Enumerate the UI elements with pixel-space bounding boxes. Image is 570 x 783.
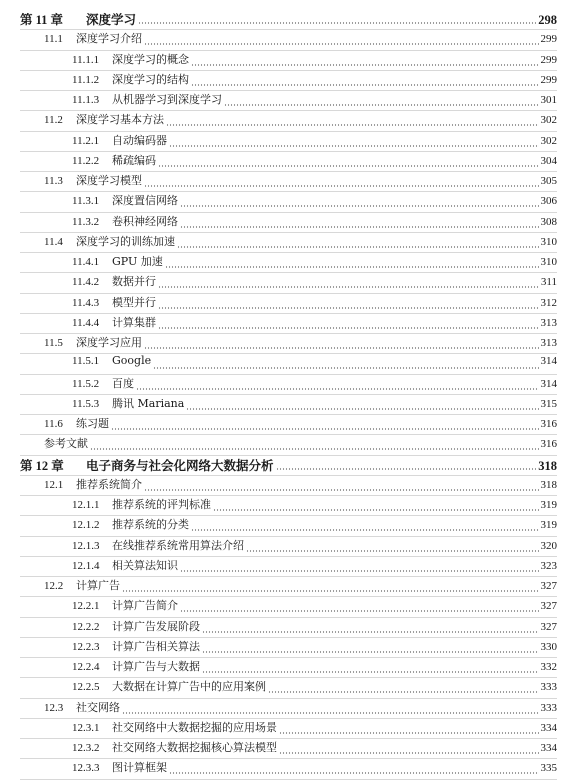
toc-entry-number: 11.4.2 (72, 276, 100, 289)
toc-entry-page-number: 299 (540, 33, 557, 46)
toc-references-entry[interactable] (44, 435, 557, 454)
toc-entry-number: 11.6 (44, 418, 63, 430)
dot-leader (180, 610, 539, 612)
dot-leader (158, 307, 539, 309)
toc-entry-title: 计算广告简介 (112, 599, 178, 613)
toc-entry-page-number: 334 (540, 742, 557, 754)
dot-leader (246, 550, 539, 552)
toc-entry-number: 11.2 (44, 114, 63, 127)
dot-leader (202, 671, 539, 673)
toc-entry-number: 11.1 (44, 33, 63, 46)
dot-leader (191, 84, 539, 86)
toc-entry-page-number: 327 (540, 600, 557, 613)
toc-entry-title: 计算集群 (112, 315, 156, 329)
toc-subsection-entry[interactable] (72, 375, 557, 394)
toc-subsection-entry[interactable] (72, 91, 557, 110)
toc-entry-number: 11.1.1 (72, 53, 100, 66)
toc-entry-number: 11.1.3 (72, 94, 100, 106)
toc-subsection-entry[interactable] (72, 132, 557, 151)
toc-section-entry[interactable] (44, 30, 557, 49)
toc-entry-title: 电子商务与社会化网络大数据分析 (86, 457, 274, 473)
toc-entry-title: 深度学习的训练加速 (76, 234, 175, 248)
toc-subsection-entry[interactable] (72, 739, 557, 758)
toc-subsection-entry[interactable] (72, 557, 557, 576)
toc-entry-title: 深度置信网络 (112, 194, 178, 208)
toc-entry-title: 推荐系统简介 (76, 477, 142, 491)
toc-entry-number: 第 11 章 (20, 13, 64, 27)
dot-leader (268, 691, 539, 693)
dot-leader (177, 246, 539, 248)
toc-section-entry[interactable] (44, 233, 557, 252)
toc-subsection-entry[interactable] (72, 496, 557, 515)
toc-subsection-entry[interactable] (72, 719, 557, 738)
toc-entry-title: 在线推荐系统常用算法介绍 (112, 538, 244, 552)
toc-entry-title: 计算广告与大数据 (112, 660, 200, 673)
toc-entry-number: 12.3.2 (72, 742, 100, 754)
toc-subsection-entry[interactable] (72, 294, 557, 313)
dot-leader (186, 408, 538, 410)
dot-leader (202, 651, 539, 653)
toc-entry-page-number: 311 (540, 276, 557, 289)
toc-entry-page-number: 313 (540, 316, 557, 329)
toc-entry-page-number: 333 (540, 701, 557, 714)
dot-leader (279, 752, 539, 754)
toc-subsection-entry[interactable] (72, 192, 557, 211)
toc-section-entry[interactable] (44, 111, 557, 130)
toc-subsection-entry[interactable] (72, 213, 557, 232)
toc-entry-number: 11.5.3 (72, 397, 100, 410)
toc-entry-number: 11.4.4 (72, 316, 100, 329)
toc-subsection-entry[interactable] (72, 658, 557, 677)
toc-section-entry[interactable] (44, 699, 557, 718)
dot-leader (279, 732, 539, 734)
toc-entry-number: 11.5.2 (72, 377, 100, 390)
toc-subsection-entry[interactable] (72, 51, 557, 70)
toc-entry-title: 数据并行 (112, 275, 156, 289)
toc-entry-page-number: 316 (540, 438, 557, 451)
toc-section-entry[interactable] (44, 172, 557, 191)
toc-entry-number: 12.2.4 (72, 661, 100, 673)
dot-leader (136, 388, 539, 390)
toc-entry-page-number: 323 (540, 559, 557, 572)
toc-entry-title: GPU 加速 (112, 255, 163, 268)
toc-entry-title: 稀疏编码 (112, 153, 156, 167)
toc-entry-title: 卷积神经网络 (112, 214, 178, 228)
dot-leader (166, 124, 539, 126)
toc-entry-number: 12.1.2 (72, 519, 100, 532)
toc-chapter-entry[interactable] (20, 456, 557, 475)
toc-subsection-entry[interactable] (72, 253, 557, 272)
toc-entry-title: 自动编码器 (112, 133, 167, 147)
toc-entry-title: 深度学习基本方法 (76, 113, 164, 127)
toc-entry-page-number: 302 (540, 134, 557, 147)
dot-leader (144, 185, 539, 187)
toc-entry-title: 相关算法知识 (112, 558, 178, 572)
toc-entry-number: 12.1.4 (72, 559, 100, 572)
toc-entry-number: 12.3.1 (72, 721, 100, 734)
toc-entry-number: 12.2.5 (72, 681, 100, 694)
toc-entry-number: 11.5.1 (72, 355, 100, 368)
toc-entry-title: 从机器学习到深度学习 (112, 93, 222, 106)
toc-entry-number: 12.3 (44, 701, 64, 714)
dot-leader (180, 205, 539, 207)
toc-entry-page-number: 304 (540, 154, 557, 167)
toc-entry-number: 11.4.3 (72, 296, 100, 309)
toc-entry-page-number: 327 (540, 580, 557, 592)
toc-entry-title: 计算广告相关算法 (112, 639, 200, 653)
toc-subsection-entry[interactable] (72, 597, 557, 616)
toc-entry-title: 参考文献 (44, 437, 88, 451)
toc-entry-page-number: 318 (538, 458, 557, 473)
toc-subsection-entry[interactable] (72, 314, 557, 333)
toc-subsection-entry[interactable] (72, 638, 557, 657)
toc-entry-page-number: 335 (540, 762, 557, 775)
toc-entry-title: 深度学习的结构 (112, 72, 189, 86)
toc-entry-page-number: 320 (540, 539, 557, 552)
toc-entry-page-number: 313 (540, 337, 557, 349)
toc-entry-title: 社交网络中大数据挖掘的应用场景 (112, 720, 277, 734)
toc-entry-title: 图计算框架 (112, 761, 167, 775)
toc-entry-page-number: 312 (540, 296, 557, 309)
toc-subsection-entry[interactable] (72, 618, 557, 637)
toc-entry-title: Google (112, 354, 152, 368)
toc-section-entry[interactable] (44, 334, 557, 353)
toc-entry-page-number: 299 (540, 53, 557, 66)
toc-subsection-entry[interactable] (72, 516, 557, 535)
toc-entry-title: 推荐系统的分类 (112, 518, 189, 532)
toc-entry-page-number: 327 (540, 620, 557, 633)
toc-subsection-entry[interactable] (72, 152, 557, 171)
toc-entry-title: 深度学习介绍 (76, 32, 142, 46)
toc-entry-page-number: 319 (540, 519, 557, 532)
toc-entry-page-number: 314 (540, 377, 557, 390)
toc-entry-page-number: 314 (540, 355, 557, 368)
toc-entry-title: 百度 (112, 376, 134, 390)
toc-subsection-entry[interactable] (72, 354, 557, 373)
dot-leader (180, 570, 539, 572)
toc-entry-title: 模型并行 (112, 295, 156, 309)
toc-subsection-entry[interactable] (72, 71, 557, 90)
toc-entry-page-number: 316 (540, 418, 557, 430)
toc-entry-number: 12.1 (44, 478, 64, 491)
dot-leader (191, 529, 539, 531)
toc-entry-number: 12.2.2 (72, 620, 100, 633)
toc-subsection-entry[interactable] (72, 537, 557, 556)
dot-leader (111, 428, 539, 430)
toc-entry-page-number: 315 (540, 397, 557, 410)
dot-leader (138, 22, 536, 24)
toc-entry-number: 11.3 (44, 175, 63, 187)
toc-entry-page-number: 310 (540, 256, 557, 268)
toc-entry-title: 深度学习的概念 (112, 52, 189, 66)
dot-leader (180, 226, 539, 228)
toc-entry-page-number: 308 (540, 215, 557, 228)
dot-leader (276, 468, 537, 470)
toc-entry-title: 深度学习模型 (76, 174, 142, 187)
toc-entry-number: 11.2.2 (72, 154, 100, 167)
toc-entry-number: 12.2.1 (72, 600, 100, 613)
dot-leader (169, 145, 539, 147)
dot-leader (90, 448, 539, 450)
toc-entry-title: 深度学习应用 (76, 336, 142, 349)
toc-entry-number: 11.1.2 (72, 73, 100, 86)
dot-leader (153, 367, 538, 369)
toc-entry-title: 腾讯 Mariana (112, 396, 185, 410)
dot-leader (144, 43, 539, 45)
toc-entry-page-number: 299 (540, 73, 557, 86)
toc-entry-page-number: 330 (540, 640, 557, 653)
toc-subsection-entry[interactable] (72, 273, 557, 292)
dot-leader (158, 327, 539, 329)
toc-entry-number: 12.1.3 (72, 539, 100, 552)
toc-entry-number: 11.5 (44, 337, 63, 349)
dot-leader (165, 266, 539, 268)
dot-leader (169, 772, 539, 774)
toc-entry-page-number: 306 (540, 195, 557, 208)
dot-leader (158, 165, 539, 167)
toc-entry-number: 12.2 (44, 580, 64, 592)
dot-leader (213, 509, 539, 511)
toc-section-entry[interactable] (44, 415, 557, 434)
toc-entry-title: 计算广告发展阶段 (112, 619, 200, 633)
toc-section-entry[interactable] (44, 476, 557, 495)
dot-leader (144, 347, 539, 349)
toc-section-entry[interactable] (44, 577, 557, 596)
toc-entry-number: 12.1.1 (72, 499, 100, 511)
row-divider (20, 779, 557, 780)
dot-leader (122, 590, 539, 592)
toc-entry-title: 社交网络 (76, 700, 120, 714)
dot-leader (122, 712, 539, 714)
toc-entry-number: 11.3.2 (72, 215, 100, 228)
toc-entry-page-number: 310 (540, 235, 557, 248)
toc-entry-number: 11.4 (44, 235, 63, 248)
toc-entry-page-number: 301 (540, 94, 557, 106)
toc-entry-title: 社交网络大数据挖掘核心算法模型 (112, 741, 277, 754)
toc-entry-number: 11.3.1 (72, 195, 100, 208)
dot-leader (144, 489, 539, 491)
dot-leader (158, 286, 539, 288)
toc-entry-page-number: 332 (540, 661, 557, 673)
toc-entry-number: 第 12 章 (20, 458, 64, 473)
dot-leader (202, 631, 539, 633)
toc-entry-title: 推荐系统的评判标准 (112, 498, 211, 511)
toc-entry-number: 12.3.3 (72, 762, 100, 775)
dot-leader (224, 104, 539, 106)
toc-entry-page-number: 305 (540, 175, 557, 187)
toc-entry-page-number: 319 (540, 499, 557, 511)
dot-leader (191, 64, 539, 66)
toc-entry-page-number: 333 (540, 681, 557, 694)
toc-entry-page-number: 302 (540, 114, 557, 127)
toc-entry-number: 11.4.1 (72, 256, 100, 268)
toc-entry-title: 大数据在计算广告中的应用案例 (112, 680, 266, 694)
toc-chapter-entry[interactable] (20, 10, 557, 29)
toc-entry-number: 12.2.3 (72, 640, 100, 653)
toc-entry-page-number: 298 (538, 13, 557, 27)
toc-subsection-entry[interactable] (72, 395, 557, 414)
toc-entry-page-number: 334 (540, 721, 557, 734)
toc-entry-number: 11.2.1 (72, 134, 100, 147)
toc-entry-title: 深度学习 (86, 12, 137, 27)
toc-entry-title: 计算广告 (76, 579, 120, 592)
toc-entry-title: 练习题 (76, 417, 109, 430)
toc-subsection-entry[interactable] (72, 678, 557, 697)
toc-entry-page-number: 318 (540, 478, 557, 491)
toc-subsection-entry[interactable] (72, 759, 557, 778)
